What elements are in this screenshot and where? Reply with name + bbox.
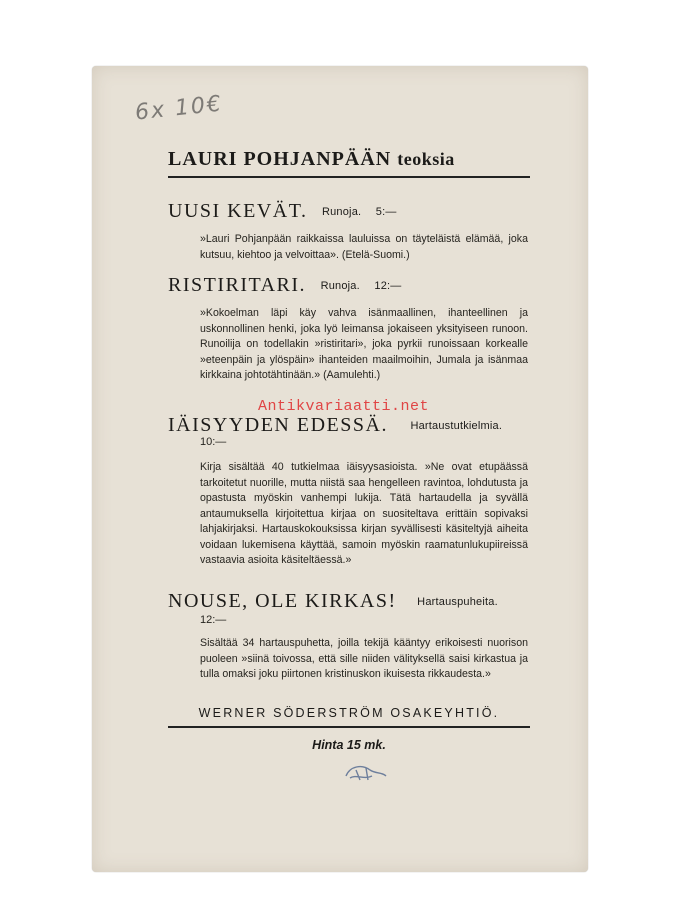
- work-title: RISTIRITARI.: [168, 274, 307, 296]
- work-blurb-ristiritari: »Kokoelman läpi käy vahva isänmaallinen, ihanteellinen ja uskonnollinen henki, joka lyö leimansa jokaiseen yksityiseen runoon. Runoilija on todellakin »ristiritari», joka pyrkii runoissaan korkealle »eteenpäin ja ylöspäin» ihanteiden maailmoihin, Jumala ja isänmaa kirkkaina johtotähtinään.» (Aamulehti.): [200, 307, 528, 381]
- heading-rule: [168, 176, 530, 178]
- ink-stamp-icon: [342, 762, 390, 784]
- work-price: 12:—: [374, 280, 402, 292]
- heading-suffix: teoksia: [397, 149, 455, 169]
- work-title: NOUSE, OLE KIRKAS!: [168, 590, 397, 612]
- pencil-price-note: 6x 10€: [133, 91, 225, 126]
- work-title: IÄISYYDEN EDESSÄ.: [168, 414, 388, 436]
- work-genre: Hartauspuheita.: [417, 596, 498, 608]
- work-blurb-uusi-kevat: »Lauri Pohjanpään raikkaissa lauluissa on täyteläistä elämää, joka kutsuu, kiehtoo ja velvoittaa». (Etelä-Suomi.): [200, 233, 528, 261]
- work-title-uusi-kevat: [168, 200, 397, 223]
- work-blurb-iaisyyden-edessa: Kirja sisältää 40 tutkielmaa iäisyysasioista. »Ne ovat etupäässä tarkoitetut nuorille, mutta niistä saa hengelleen ravintoa, lohdutusta ja opastusta myöskin vanhempi lukija. Tätä hartaudella ja syvällä antaumuksella kirjoitettua kirjaa on suositeltava erittäin sopivaksi lahjakirjaksi. Hartauskokouksissa kirjan syvällisesti käsiteltyjä aiheita voidaan lukemisena käyttää, samoin myöskin raamatunlukupiireissä vastaavia asioita käsiteltäessä.»: [200, 461, 528, 566]
- work-price-nouse-ole-kirkas: 12:—: [200, 614, 227, 626]
- work-title: UUSI KEVÄT.: [168, 200, 308, 222]
- heading-author: LAURI POHJANPÄÄN: [168, 148, 392, 170]
- publisher-name: WERNER SÖDERSTRÖM OSAKEYHTIÖ.: [198, 706, 500, 720]
- work-blurb-nouse-ole-kirkas: Sisältää 34 hartauspuhetta, joilla tekijä kääntyy erikoisesti nuorison puoleen »siinä toivossa, että sille niiden välityksellä saisi kirkastua ja tulla omaksi joku piirtonen kristinuskon ikuisesta rikkaudesta.»: [200, 637, 528, 680]
- watermark-text: Antikvariaatti.net: [258, 398, 430, 415]
- work-genre: Hartaustutkielmia.: [410, 420, 503, 432]
- price-note: Hinta 15 mk.: [312, 738, 386, 752]
- work-price-iaisyyden-edessa: 10:—: [200, 436, 227, 448]
- work-genre: Runoja.: [320, 280, 360, 292]
- publisher-rule: [168, 726, 530, 728]
- work-title-nouse-ole-kirkas: [168, 590, 498, 613]
- work-price: 5:—: [375, 206, 397, 218]
- page-heading: [168, 148, 526, 171]
- work-genre: Runoja.: [321, 206, 362, 218]
- work-title-ristiritari: [168, 274, 401, 297]
- work-title-iaisyyden-edessa: [168, 414, 502, 437]
